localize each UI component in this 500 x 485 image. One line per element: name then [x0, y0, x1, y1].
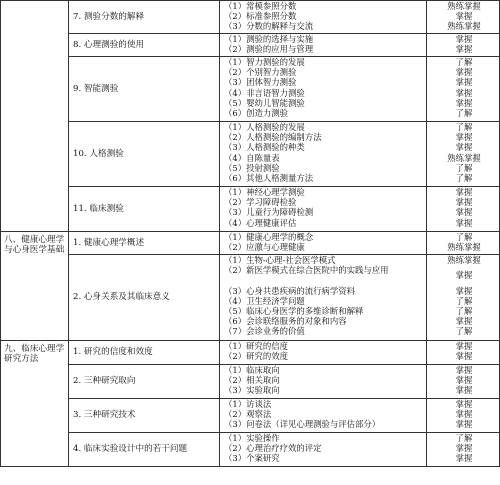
- level-text: 掌握: [455, 97, 473, 108]
- table-row: [1, 57, 500, 122]
- level-cell: [427, 187, 500, 232]
- level-text: 熟练掌握: [447, 242, 481, 253]
- items-cell: [220, 232, 427, 255]
- level-text: 熟练掌握: [447, 1, 481, 11]
- table-row: [1, 433, 500, 467]
- item-text: （7）会诊业务的价值: [224, 326, 305, 337]
- level-text: 掌握: [455, 207, 473, 218]
- item-text: （3）人格测验的种类: [224, 142, 305, 153]
- items-cell: [220, 34, 427, 57]
- level-cell: [427, 255, 500, 341]
- item-text: （5）临床心身医学的多维诊断和解释: [224, 305, 364, 316]
- item-text: （3）团体智力测验: [224, 77, 297, 88]
- level-cell: [427, 34, 500, 57]
- level-text: 掌握: [455, 316, 473, 327]
- level-text: 掌握: [455, 187, 473, 197]
- topic-cell: 10. 人格测验: [69, 122, 220, 187]
- item-text: （2）应激与心理健康: [224, 242, 305, 253]
- unit-cell: [1, 1, 69, 232]
- level-text: 掌握: [455, 11, 473, 22]
- item-text: （4）非言语智力测验: [224, 87, 305, 98]
- level-text: 掌握: [455, 217, 473, 228]
- level-text: 掌握: [455, 375, 473, 386]
- level-text: 了解: [455, 305, 473, 316]
- topic-cell: 2. 心身关系及其临床意义: [69, 255, 220, 341]
- table-row: [1, 232, 500, 255]
- level-text: 了解: [455, 162, 473, 173]
- item-text: （3）儿童行为障碍检测: [224, 207, 314, 218]
- level-text: 熟练掌握: [447, 21, 481, 32]
- item-text: （2）新医学模式在综合医院中的实践与应用: [224, 265, 389, 276]
- level-text: 掌握: [455, 285, 473, 296]
- topic-cell: 2. 三种研究取向: [69, 365, 220, 399]
- level-text: 掌握: [455, 87, 473, 98]
- table-row: [1, 34, 500, 57]
- level-text: 掌握: [455, 341, 473, 351]
- level-text: 掌握: [455, 443, 473, 454]
- level-text: 掌握: [455, 132, 473, 143]
- item-text: （4）自陈量表: [224, 152, 280, 163]
- level-cell: [427, 365, 500, 399]
- item-text: （1）生物-心理-社会医学模式: [224, 255, 336, 265]
- topic-cell: 3. 三种研究技术: [69, 399, 220, 433]
- level-cell: [427, 122, 500, 187]
- level-text: 掌握: [455, 67, 473, 78]
- item-text: （3）个案研究: [224, 453, 280, 464]
- items-cell: [220, 433, 427, 467]
- item-text: （1）实验操作: [224, 433, 280, 443]
- item-text: （1）人格测验的发展: [224, 122, 305, 132]
- topic-cell: 9. 智能测验: [69, 57, 220, 122]
- item-text: （1）测验的选择与实施: [224, 34, 314, 44]
- item-text: （2）测验的应用与管理: [224, 44, 314, 55]
- level-text: 掌握: [455, 34, 473, 44]
- items-cell: [220, 57, 427, 122]
- items-cell: [220, 187, 427, 232]
- level-cell: [427, 232, 500, 255]
- level-text: 了解: [455, 433, 473, 443]
- item-text: （2）个别智力测验: [224, 67, 297, 78]
- item-text: （2）心理治疗疗效的评定: [224, 443, 322, 454]
- topic-cell: 1. 健康心理学概述: [69, 232, 220, 255]
- table-row: [1, 187, 500, 232]
- item-text: （1）神经心理学测验: [224, 187, 305, 197]
- items-cell: [220, 1, 427, 34]
- table-row: [1, 365, 500, 399]
- item-text: （1）常模参照分数: [224, 1, 297, 11]
- table-row: [1, 255, 500, 341]
- item-text: （5）投射测验: [224, 162, 280, 173]
- level-cell: [427, 341, 500, 365]
- topic-cell: 1. 研究的信度和效度: [69, 341, 220, 365]
- level-text: 掌握: [455, 453, 473, 464]
- level-text: 掌握: [455, 270, 473, 281]
- item-text: （1）访谈法: [224, 399, 272, 409]
- items-cell: [220, 122, 427, 187]
- level-text: 了解: [455, 295, 473, 306]
- level-text: 了解: [455, 172, 473, 183]
- item-text: （6）其他人格测量方法: [224, 172, 314, 183]
- topic-cell: 4. 临床实验设计中的若干问题: [69, 433, 220, 467]
- level-text: 掌握: [455, 419, 473, 430]
- item-text: （2）学习障碍检验: [224, 197, 297, 208]
- item-text: （2）观察法: [224, 409, 272, 420]
- level-text: 了解: [455, 232, 473, 242]
- level-text: 了解: [455, 122, 473, 132]
- level-text: 掌握: [455, 385, 473, 396]
- item-text: （3）实验取向: [224, 385, 280, 396]
- topic-cell: 7. 测验分数的解释: [69, 1, 220, 34]
- level-text: 掌握: [455, 351, 473, 362]
- level-cell: [427, 399, 500, 433]
- level-text: 掌握: [455, 44, 473, 55]
- level-text: 掌握: [455, 399, 473, 409]
- item-text: （4）卫生经济学问题: [224, 295, 305, 306]
- topic-cell: 11. 临床测验: [69, 187, 220, 232]
- items-cell: [220, 399, 427, 433]
- level-text: 熟练掌握: [447, 255, 481, 265]
- level-text: 掌握: [455, 77, 473, 88]
- level-text: 了解: [455, 57, 473, 67]
- level-text: 掌握: [455, 365, 473, 375]
- item-text: （4）心理健康评估: [224, 217, 297, 228]
- item-text: （3）问卷法（详见心理测验与评估部分）: [224, 419, 381, 430]
- unit-cell: 八、健康心理学与心身医学基础: [1, 232, 69, 341]
- item-text: （1）临床取向: [224, 365, 280, 375]
- level-text: 了解: [455, 107, 473, 118]
- item-text: （6）会诊联络服务的对象和内容: [224, 316, 347, 327]
- item-text: （2）标准参照分数: [224, 11, 297, 22]
- item-text: （3）分数的解释与交流: [224, 21, 314, 32]
- item-text: （6）创造力测验: [224, 107, 288, 118]
- items-cell: [220, 341, 427, 365]
- item-text: （1）智力测验的发展: [224, 57, 305, 67]
- item-text: （3）心身共患疾病的流行病学资料: [224, 285, 355, 296]
- unit-cell: 九、临床心理学研究方法: [1, 341, 69, 467]
- item-text: （5）婴幼儿智能测验: [224, 97, 305, 108]
- item-text: （1）健康心理学的概念: [224, 232, 314, 242]
- level-text: 掌握: [455, 409, 473, 420]
- level-cell: [427, 1, 500, 34]
- item-text: （2）研究的效度: [224, 351, 288, 362]
- level-text: 掌握: [455, 142, 473, 153]
- level-cell: [427, 57, 500, 122]
- table-row: [1, 1, 500, 34]
- table-row: [1, 341, 500, 365]
- level-text: 熟练掌握: [447, 152, 481, 163]
- level-cell: [427, 433, 500, 467]
- item-text: （2）相关取向: [224, 375, 280, 386]
- table-row: [1, 122, 500, 187]
- level-text: 了解: [455, 326, 473, 337]
- items-cell: [220, 255, 427, 341]
- topic-cell: 8. 心理测验的使用: [69, 34, 220, 57]
- table-row: [1, 399, 500, 433]
- items-cell: [220, 365, 427, 399]
- level-text: 掌握: [455, 197, 473, 208]
- item-text: （1）研究的信度: [224, 341, 288, 351]
- item-text: （2）人格测验的编制方法: [224, 132, 322, 143]
